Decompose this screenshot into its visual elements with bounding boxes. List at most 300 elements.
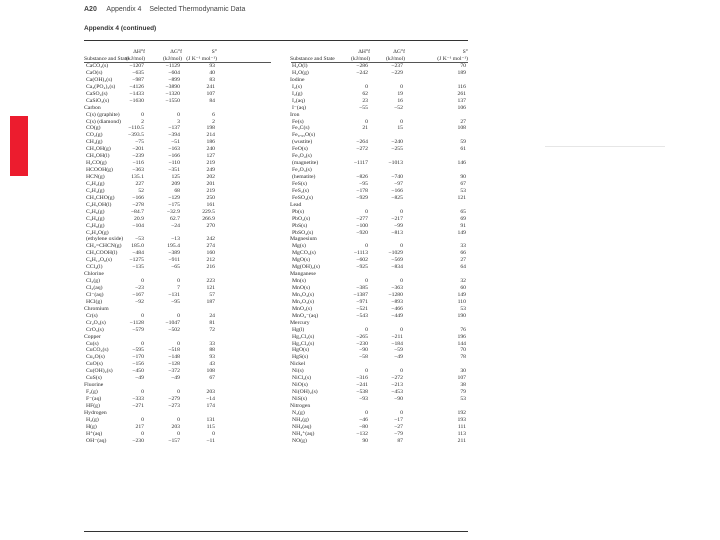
gibbs-cell: −834 — [391, 264, 403, 271]
enthalpy-cell: −239 — [132, 153, 144, 160]
substance-cell: CaO(s) — [86, 69, 103, 76]
gibbs-cell: 0 — [177, 416, 180, 423]
substance-cell: FeS(s) — [292, 180, 307, 187]
enthalpy-cell: −132 — [356, 430, 368, 437]
header-entropy: S° (J K⁻¹ mol⁻¹) — [186, 49, 217, 62]
table-row — [290, 335, 468, 342]
substance-cell: Ni(OH)₂(s) — [292, 389, 318, 396]
enthalpy-cell: −272 — [356, 146, 368, 153]
gibbs-cell: 125 — [171, 174, 180, 180]
entropy-cell: 201 — [206, 180, 215, 187]
enthalpy-cell: −95 — [359, 180, 368, 187]
gibbs-cell: −1320 — [165, 90, 180, 97]
table-row — [290, 314, 468, 321]
enthalpy-cell: 23 — [362, 97, 368, 104]
gibbs-cell: 0 — [177, 111, 180, 118]
substance-cell: C(s) (graphite) — [86, 111, 120, 118]
header-gibbs: ΔG°f (kJ/mol) — [163, 49, 182, 62]
table-row — [290, 293, 468, 300]
table-row — [290, 439, 468, 446]
enthalpy-cell: −484 — [132, 250, 144, 257]
entropy-cell: 144 — [457, 340, 466, 347]
substance-cell: I₂(s) — [292, 83, 302, 90]
substance-cell: CuS(s) — [86, 375, 102, 382]
enthalpy-cell: −1207 — [129, 63, 144, 69]
substance-cell: CO(g) — [86, 125, 101, 132]
entropy-cell: 57 — [209, 291, 215, 298]
substance-cell: Hydrogen — [84, 409, 107, 416]
enthalpy-cell: −49 — [135, 375, 144, 382]
enthalpy-cell: −987 — [132, 76, 144, 83]
gibbs-cell: −137 — [168, 125, 180, 132]
enthalpy-cell: −1433 — [129, 90, 144, 97]
gibbs-cell: 209 — [171, 180, 180, 187]
entropy-cell: 90 — [460, 174, 466, 180]
entropy-cell: 198 — [206, 125, 215, 132]
substance-cell: H(g) — [86, 423, 97, 430]
gibbs-cell: 68 — [174, 187, 180, 194]
gibbs-cell: 0 — [400, 409, 403, 416]
entropy-cell: 274 — [206, 243, 215, 250]
table-row — [290, 251, 468, 258]
entropy-cell: 108 — [206, 368, 215, 375]
enthalpy-cell: −521 — [356, 305, 368, 312]
table-row — [290, 196, 468, 203]
gibbs-cell: −131 — [168, 291, 180, 298]
substance-cell: Mg(OH)₂(s) — [292, 264, 320, 271]
substance-cell: PbS(s) — [292, 222, 308, 229]
entropy-cell: 186 — [206, 139, 215, 146]
substance-cell: CH₃CHO(g) — [86, 194, 115, 201]
entropy-cell: 240 — [206, 146, 215, 153]
substance-cell: HCN(g) — [86, 174, 105, 180]
entropy-cell: 121 — [457, 194, 466, 201]
enthalpy-cell: −242 — [356, 69, 368, 76]
entropy-cell: 250 — [206, 194, 215, 201]
substance-cell: NiO(s) — [292, 382, 308, 389]
table-row — [290, 355, 468, 362]
substance-cell: Fe₃O₄(s) — [292, 153, 312, 160]
enthalpy-cell: −170 — [132, 354, 144, 361]
enthalpy-cell: 0 — [365, 243, 368, 250]
gibbs-cell: −13 — [171, 236, 180, 243]
table-row — [290, 126, 468, 133]
enthalpy-cell: 217 — [135, 423, 144, 430]
enthalpy-cell: −4126 — [129, 83, 144, 90]
entropy-cell: 193 — [457, 416, 466, 423]
entropy-cell: 59 — [460, 139, 466, 146]
substance-cell: H₂O(g) — [292, 69, 309, 76]
enthalpy-cell: 0 — [365, 278, 368, 285]
left-table-body — [84, 64, 271, 446]
table-row — [290, 328, 468, 335]
substance-cell: NiS(s) — [292, 396, 307, 402]
table-top-rule — [84, 40, 468, 41]
substance-cell: (wustite) — [292, 139, 313, 146]
substance-cell: Hg(l) — [292, 326, 305, 333]
substance-cell: H₂(g) — [86, 416, 99, 423]
gibbs-cell: −157 — [168, 437, 180, 444]
entropy-cell: 202 — [206, 174, 215, 180]
entropy-cell: 229.5 — [202, 208, 215, 215]
entropy-cell: 33 — [460, 243, 466, 250]
left-header — [84, 45, 271, 62]
entropy-cell: 0 — [212, 430, 215, 437]
gibbs-cell: 0 — [400, 278, 403, 285]
substance-cell: CH₃COOH(l) — [86, 250, 118, 257]
table-row — [290, 120, 468, 127]
enthalpy-cell: 185.0 — [131, 243, 144, 250]
enthalpy-cell: −92 — [135, 298, 144, 305]
substance-cell: Iodine — [290, 76, 305, 83]
substance-cell: Fe(s) — [292, 118, 304, 125]
substance-cell: MnO₄⁻(aq) — [292, 312, 319, 319]
gibbs-cell: −1550 — [165, 97, 180, 104]
substance-cell: F⁻(aq) — [86, 396, 102, 402]
entropy-cell: 6 — [212, 111, 215, 118]
enthalpy-cell: 2 — [141, 118, 144, 125]
enthalpy-cell: −579 — [132, 326, 144, 333]
gibbs-cell: 0 — [400, 326, 403, 333]
table-row — [84, 99, 271, 106]
gibbs-cell: 15 — [397, 125, 403, 132]
gibbs-cell: −453 — [391, 389, 403, 396]
substance-cell: Mg(s) — [292, 243, 306, 250]
entropy-cell: 223 — [206, 278, 215, 285]
substance-cell: HgO(s) — [292, 347, 310, 354]
gibbs-cell: −79 — [394, 430, 403, 437]
entropy-cell: 53 — [460, 396, 466, 402]
entropy-cell: 33 — [209, 340, 215, 347]
enthalpy-cell: −135 — [132, 264, 144, 271]
enthalpy-cell: −264 — [356, 139, 368, 146]
table-row — [290, 265, 468, 272]
table-title: Appendix 4 (continued) — [84, 25, 157, 32]
substance-cell: CO₂(g) — [86, 132, 103, 139]
substance-cell: Mn₂O₃(s) — [292, 298, 314, 305]
substance-cell: C₂H₂(g) — [86, 180, 105, 187]
table-section-heading — [290, 237, 468, 244]
table-row — [290, 342, 468, 349]
enthalpy-cell: −75 — [135, 139, 144, 146]
enthalpy-cell: −178 — [356, 187, 368, 194]
entropy-cell: 65 — [460, 208, 466, 215]
substance-cell: CH₃OH(g) — [86, 146, 111, 153]
entropy-cell: 93 — [209, 354, 215, 361]
substance-cell: Mn(s) — [292, 278, 306, 285]
entropy-cell: 106 — [457, 104, 466, 111]
substance-cell: C₂H₅OH(l) — [86, 201, 112, 208]
table-row — [290, 106, 468, 113]
gibbs-cell: −237 — [391, 63, 403, 69]
right-header — [290, 45, 468, 62]
substance-cell: CrO₃(s) — [86, 326, 104, 333]
enthalpy-cell: 52 — [138, 187, 144, 194]
gibbs-cell: 0 — [400, 83, 403, 90]
gibbs-cell: −175 — [168, 201, 180, 208]
substance-cell: FeS₂(s) — [292, 187, 309, 194]
entropy-cell: 203 — [206, 389, 215, 396]
entropy-cell: 66 — [460, 250, 466, 257]
table-row — [290, 99, 468, 106]
substance-cell: NH₃(aq) — [292, 423, 312, 430]
entropy-cell: 110 — [457, 298, 466, 305]
enthalpy-cell: −46 — [359, 416, 368, 423]
gibbs-cell: 16 — [397, 97, 403, 104]
substance-cell: CCl₄(l) — [86, 264, 103, 271]
gibbs-cell: −351 — [168, 167, 180, 174]
table-row — [290, 189, 468, 196]
gibbs-cell: −1280 — [388, 291, 403, 298]
table-row — [84, 300, 271, 307]
enthalpy-cell: 135.1 — [131, 174, 144, 180]
entropy-cell: 137 — [457, 97, 466, 104]
enthalpy-cell: 0 — [141, 278, 144, 285]
table-row — [290, 397, 468, 404]
table-row — [290, 168, 468, 175]
page-number: A20 — [84, 6, 97, 13]
header-gibbs: ΔG°f (kJ/mol) — [386, 49, 405, 62]
enthalpy-cell: −271 — [132, 402, 144, 409]
gibbs-cell: −59 — [394, 347, 403, 354]
entropy-cell: 32 — [460, 278, 466, 285]
table-row — [290, 147, 468, 154]
gibbs-cell: −604 — [168, 69, 180, 76]
gibbs-cell: −163 — [168, 146, 180, 153]
gibbs-cell: −569 — [391, 257, 403, 264]
gibbs-cell: 87 — [397, 437, 403, 444]
enthalpy-cell: 0 — [141, 111, 144, 118]
gibbs-cell: 0 — [177, 430, 180, 437]
enthalpy-cell: 0 — [365, 326, 368, 333]
gibbs-cell: −49 — [171, 375, 180, 382]
gibbs-cell: −27 — [394, 423, 403, 430]
enthalpy-cell: −929 — [356, 194, 368, 201]
running-head — [84, 6, 468, 15]
substance-cell: CH₃OH(l) — [86, 153, 110, 160]
gibbs-cell: −899 — [168, 76, 180, 83]
entropy-cell: 81 — [209, 319, 215, 326]
enthalpy-cell: −100 — [356, 222, 368, 229]
table-row — [290, 369, 468, 376]
enthalpy-cell: 0 — [141, 416, 144, 423]
enthalpy-cell: −826 — [356, 174, 368, 180]
enthalpy-cell: 90 — [362, 437, 368, 444]
substance-cell: H₂O(l) — [292, 63, 308, 69]
entropy-cell: 174 — [206, 402, 215, 409]
gibbs-cell: −99 — [394, 222, 403, 229]
substance-cell: Magnesium — [290, 236, 317, 243]
entropy-cell: 27 — [460, 257, 466, 264]
substance-cell: C₃H₈(g) — [86, 222, 105, 229]
table-row — [290, 376, 468, 383]
gibbs-cell: 3 — [177, 118, 180, 125]
entropy-cell: 67 — [460, 180, 466, 187]
entropy-cell: 43 — [209, 361, 215, 368]
enthalpy-cell: −53 — [135, 236, 144, 243]
gibbs-cell: −449 — [391, 312, 403, 319]
table-row — [84, 224, 271, 231]
gibbs-cell: 0 — [400, 368, 403, 375]
table-row — [290, 286, 468, 293]
gibbs-cell: −49 — [394, 354, 403, 361]
substance-cell: C₃H₆(g) — [86, 215, 105, 222]
entropy-cell: 78 — [460, 354, 466, 361]
entropy-cell: 211 — [457, 437, 466, 444]
substance-cell: OH⁻(aq) — [86, 437, 107, 444]
substance-cell: I⁻(aq) — [292, 104, 307, 111]
table-row — [84, 439, 271, 446]
substance-cell: PbO₂(s) — [292, 215, 311, 222]
substance-cell: CaCO₃(s) — [86, 63, 109, 69]
enthalpy-cell: −55 — [359, 104, 368, 111]
table-row — [290, 244, 468, 251]
table-section-heading — [290, 272, 468, 279]
appendix-label: Appendix 4 — [106, 6, 142, 13]
header-substance: Substance and State — [290, 55, 335, 62]
gibbs-cell: −255 — [391, 146, 403, 153]
substance-cell: Mercury — [290, 319, 310, 326]
enthalpy-cell: −93 — [359, 396, 368, 402]
table-row — [290, 210, 468, 217]
substance-cell: Lead — [290, 201, 302, 208]
enthalpy-cell: 0 — [365, 208, 368, 215]
enthalpy-cell: −230 — [356, 340, 368, 347]
entropy-cell: 189 — [457, 69, 466, 76]
entropy-cell: 216 — [206, 264, 215, 271]
enthalpy-cell: −277 — [356, 215, 368, 222]
gibbs-cell: −389 — [168, 250, 180, 257]
gibbs-cell: −184 — [391, 340, 403, 347]
gibbs-cell: −229 — [391, 69, 403, 76]
enthalpy-cell: 0 — [141, 389, 144, 396]
table-row — [84, 376, 271, 383]
gibbs-cell: −97 — [394, 180, 403, 187]
substance-cell: Cr₂O₃(s) — [86, 319, 106, 326]
table-row — [84, 328, 271, 335]
gibbs-cell: 203 — [171, 423, 180, 430]
table-row — [290, 140, 468, 147]
entropy-cell: 60 — [460, 285, 466, 291]
substance-cell: (hematite) — [292, 174, 316, 180]
gibbs-cell: −1129 — [165, 63, 180, 69]
substance-cell: Manganese — [290, 271, 316, 278]
table-row — [290, 432, 468, 439]
substance-cell: Fe₀.₉₅O(s) — [292, 132, 316, 139]
left-column — [84, 45, 271, 446]
table-row — [290, 92, 468, 99]
table-row — [290, 425, 468, 432]
entropy-cell: 116 — [457, 83, 466, 90]
entropy-cell: 76 — [460, 326, 466, 333]
enthalpy-cell: −635 — [132, 69, 144, 76]
gibbs-cell: 0 — [177, 312, 180, 319]
substance-cell: NO(g) — [292, 437, 307, 444]
enthalpy-cell: −241 — [356, 382, 368, 389]
substance-cell: Iron — [290, 111, 300, 118]
enthalpy-cell: −58 — [359, 354, 368, 361]
entropy-cell: 91 — [460, 222, 466, 229]
substance-cell: Hg₂Cl₂(s) — [292, 340, 315, 347]
gibbs-cell: 0 — [400, 208, 403, 215]
substance-cell: CH₂=CHCN(g) — [86, 243, 122, 250]
entropy-cell: 27 — [460, 118, 466, 125]
gibbs-cell: −372 — [168, 368, 180, 375]
entropy-cell: 219 — [206, 187, 215, 194]
enthalpy-cell: −278 — [132, 201, 144, 208]
enthalpy-cell: 0 — [365, 118, 368, 125]
substance-cell: Fluorine — [84, 382, 104, 389]
enthalpy-cell: −385 — [356, 285, 368, 291]
entropy-cell: 69 — [460, 215, 466, 222]
gibbs-cell: −32.9 — [166, 208, 180, 215]
enthalpy-cell: 0 — [141, 340, 144, 347]
enthalpy-cell: −363 — [132, 167, 144, 174]
gibbs-cell: −217 — [391, 215, 403, 222]
entropy-cell: 146 — [457, 160, 466, 167]
substance-cell: (magnetite) — [292, 160, 319, 167]
enthalpy-cell: −80 — [359, 423, 368, 430]
table-row — [290, 182, 468, 189]
gibbs-cell: −95 — [171, 298, 180, 305]
substance-cell: I₂(aq) — [292, 97, 306, 104]
gibbs-cell: 195.4 — [167, 243, 180, 250]
entropy-cell: 190 — [457, 312, 466, 319]
entropy-cell: 24 — [209, 312, 215, 319]
enthalpy-cell: −23 — [135, 285, 144, 291]
substance-cell: (ethylene oxide) — [86, 236, 124, 243]
gibbs-cell: −129 — [168, 194, 180, 201]
enthalpy-cell: −90 — [359, 347, 368, 354]
enthalpy-cell: −393.5 — [127, 132, 144, 139]
gibbs-cell: −394 — [168, 132, 180, 139]
enthalpy-cell: −450 — [132, 368, 144, 375]
gibbs-cell: −52 — [394, 104, 403, 111]
substance-cell: Nitrogen — [290, 402, 311, 409]
entropy-cell: 192 — [457, 409, 466, 416]
substance-cell: CH₄(g) — [86, 139, 103, 146]
gibbs-cell: −518 — [168, 347, 180, 354]
entropy-cell: 107 — [457, 375, 466, 382]
entropy-cell: 127 — [206, 153, 215, 160]
substance-cell: Ca(OH)₂(s) — [86, 76, 113, 83]
substance-cell: NH₄⁺(aq) — [292, 430, 315, 437]
substance-cell: C(s) (diamond) — [86, 118, 121, 125]
entropy-cell: 93 — [209, 63, 215, 69]
gibbs-cell: −3890 — [165, 83, 180, 90]
gibbs-cell: −24 — [171, 222, 180, 229]
substance-cell: Mn₃O₄(s) — [292, 291, 314, 298]
gibbs-cell: 7 — [177, 285, 180, 291]
enthalpy-cell: −201 — [132, 146, 144, 153]
gibbs-cell: −502 — [168, 326, 180, 333]
table-row — [290, 279, 468, 286]
table-row — [290, 133, 468, 140]
entropy-cell: 107 — [206, 90, 215, 97]
substance-cell: Chromium — [84, 305, 109, 312]
substance-cell: Ca₃(PO₄)₂(s) — [86, 83, 116, 90]
gibbs-cell: 0 — [177, 340, 180, 347]
enthalpy-cell: 0 — [141, 312, 144, 319]
substance-cell: F₂(g) — [86, 389, 98, 396]
gibbs-cell: −272 — [391, 375, 403, 382]
gibbs-cell: −466 — [391, 305, 403, 312]
entropy-cell: 266.9 — [202, 215, 215, 222]
substance-cell: Cl₂(g) — [86, 278, 100, 285]
enthalpy-cell: −538 — [356, 389, 368, 396]
entropy-cell: 108 — [457, 125, 466, 132]
entropy-cell: 70 — [460, 347, 466, 354]
